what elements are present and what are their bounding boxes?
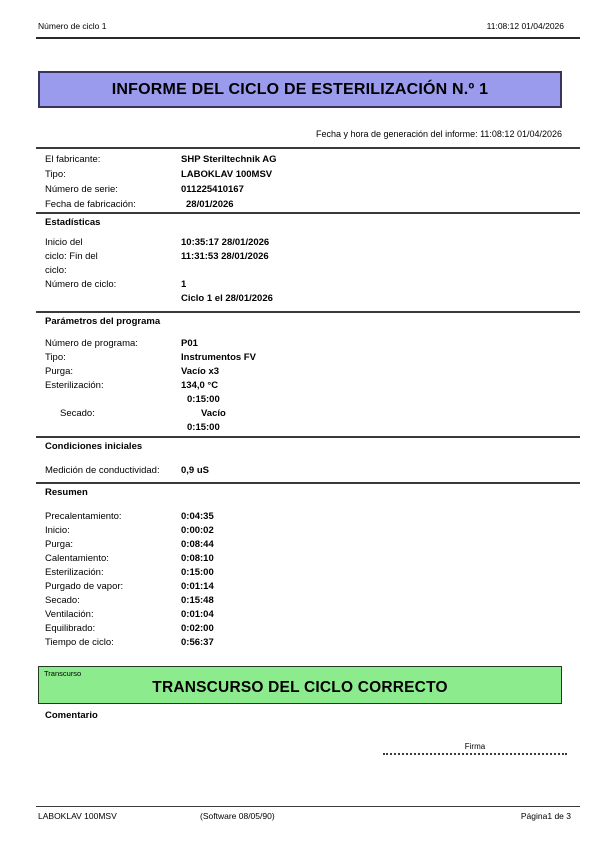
table-row bbox=[45, 365, 580, 379]
footer-device-name: LABOKLAV 100MSV bbox=[38, 811, 117, 821]
section-rule bbox=[36, 147, 580, 149]
field-label: Secado: bbox=[45, 595, 80, 606]
table-row bbox=[45, 538, 580, 552]
field-label: Esterilización: bbox=[45, 567, 104, 578]
table-row bbox=[45, 351, 580, 365]
summary-heading: Resumen bbox=[45, 487, 88, 498]
table-row bbox=[45, 167, 580, 182]
table-row bbox=[45, 152, 580, 167]
field-label: Tipo: bbox=[45, 352, 66, 363]
field-label: Tipo: bbox=[45, 169, 66, 180]
field-label: Medición de conductividad: bbox=[45, 465, 160, 476]
statistics-heading: Estadísticas bbox=[45, 217, 101, 228]
field-value: P01 bbox=[181, 338, 198, 349]
field-label: Purgado de vapor: bbox=[45, 581, 124, 592]
table-row bbox=[45, 379, 580, 393]
field-label: Equilibrado: bbox=[45, 623, 96, 634]
field-value: 0:01:04 bbox=[181, 609, 214, 620]
statistics-section bbox=[45, 236, 580, 306]
header-cycle-number: Número de ciclo 1 bbox=[38, 21, 107, 31]
field-label: El fabricante: bbox=[45, 154, 101, 165]
table-row bbox=[45, 407, 580, 421]
field-value: 28/01/2026 bbox=[186, 199, 234, 210]
table-row bbox=[45, 636, 580, 650]
field-label: Tiempo de ciclo: bbox=[45, 637, 114, 648]
report-title: INFORME DEL CICLO DE ESTERILIZACIÓN N.º 1 bbox=[111, 80, 489, 98]
field-label: Calentamiento: bbox=[45, 553, 109, 564]
field-value: Ciclo 1 el 28/01/2026 bbox=[181, 293, 273, 304]
section-rule bbox=[36, 482, 580, 484]
table-row bbox=[45, 552, 580, 566]
result-banner-tag: Transcurso bbox=[44, 669, 82, 678]
table-row bbox=[45, 250, 580, 264]
header-rule bbox=[36, 37, 580, 39]
program-heading: Parámetros del programa bbox=[45, 316, 161, 327]
signature-label: Firma bbox=[464, 742, 486, 751]
table-row bbox=[45, 608, 580, 622]
footer-software-version: (Software 08/05/90) bbox=[200, 811, 275, 821]
field-label: Ventilación: bbox=[45, 609, 94, 620]
field-value: 0:56:37 bbox=[181, 637, 214, 648]
signature-block bbox=[383, 742, 567, 755]
field-label: ciclo: Fin del bbox=[45, 251, 98, 262]
table-row bbox=[45, 421, 580, 435]
footer-page-number: Página1 de 3 bbox=[520, 811, 571, 821]
field-value: 011225410167 bbox=[181, 184, 244, 195]
field-label: Fecha de fabricación: bbox=[45, 199, 136, 210]
field-value: 134,0 °C bbox=[181, 380, 219, 391]
header-timestamp: 11:08:12 01/04/2026 bbox=[486, 21, 564, 31]
field-label: ciclo: bbox=[45, 265, 67, 276]
program-section bbox=[45, 337, 580, 435]
field-label: Precalentamiento: bbox=[45, 511, 122, 522]
field-label: Inicio: bbox=[45, 525, 70, 536]
field-value: 0:15:00 bbox=[187, 394, 220, 405]
table-row bbox=[45, 337, 580, 351]
section-rule bbox=[36, 436, 580, 438]
field-value: 0:15:48 bbox=[181, 595, 214, 606]
table-row bbox=[45, 594, 580, 608]
table-row bbox=[45, 236, 580, 250]
table-row bbox=[45, 566, 580, 580]
field-label: Número de programa: bbox=[45, 338, 138, 349]
field-value: 0:01:14 bbox=[181, 581, 214, 592]
field-value: 0:15:00 bbox=[187, 422, 220, 433]
section-rule bbox=[36, 311, 580, 313]
manufacturer-section bbox=[45, 152, 580, 212]
section-rule bbox=[36, 212, 580, 214]
field-label: Purga: bbox=[45, 366, 73, 377]
field-value: SHP Steriltechnik AG bbox=[181, 154, 277, 165]
footer-rule bbox=[36, 806, 580, 807]
field-label: Número de ciclo: bbox=[45, 279, 117, 290]
field-label: Purga: bbox=[45, 539, 73, 550]
field-value: Instrumentos FV bbox=[181, 352, 256, 363]
field-label: Secado: bbox=[60, 408, 95, 419]
table-row bbox=[45, 182, 580, 197]
table-row bbox=[45, 510, 580, 524]
summary-section bbox=[45, 510, 580, 650]
field-label bbox=[45, 292, 181, 306]
field-value: 0:02:00 bbox=[181, 623, 214, 634]
field-value: 0:08:10 bbox=[181, 553, 214, 564]
signature-dotted-line bbox=[383, 752, 567, 755]
table-row bbox=[45, 197, 580, 212]
comment-heading: Comentario bbox=[45, 710, 98, 721]
field-value: 1 bbox=[181, 279, 187, 290]
field-value: 0:00:02 bbox=[181, 525, 214, 536]
field-value: 0:08:44 bbox=[181, 539, 214, 550]
initial-conditions-section bbox=[45, 464, 580, 478]
initial-conditions-heading: Condiciones iniciales bbox=[45, 441, 143, 452]
table-row bbox=[45, 464, 580, 478]
field-value: 0:04:35 bbox=[181, 511, 214, 522]
field-label: Esterilización: bbox=[45, 380, 104, 391]
field-value: Vacío x3 bbox=[181, 366, 220, 377]
generation-timestamp-line: Fecha y hora de generación del informe: 11:08:12 01/04/2026 bbox=[315, 129, 562, 139]
field-label bbox=[45, 421, 181, 435]
result-banner-text: TRANSCURSO DEL CICLO CORRECTO bbox=[152, 678, 448, 696]
table-row bbox=[45, 393, 580, 407]
field-value: 0,9 uS bbox=[181, 465, 209, 476]
table-row bbox=[45, 524, 580, 538]
field-value: 10:35:17 28/01/2026 bbox=[181, 237, 270, 248]
field-value: Vacío bbox=[201, 408, 226, 419]
result-banner bbox=[38, 666, 562, 704]
field-value: LABOKLAV 100MSV bbox=[181, 169, 273, 180]
field-label bbox=[45, 393, 181, 407]
table-row bbox=[45, 580, 580, 594]
field-value: 11:31:53 28/01/2026 bbox=[181, 251, 269, 262]
field-value: 0:15:00 bbox=[181, 567, 214, 578]
title-banner bbox=[38, 71, 562, 108]
table-row bbox=[45, 622, 580, 636]
field-label: Número de serie: bbox=[45, 184, 118, 195]
field-label: Inicio del bbox=[45, 237, 83, 248]
table-row bbox=[45, 264, 580, 278]
table-row bbox=[45, 278, 580, 292]
table-row bbox=[45, 292, 580, 306]
